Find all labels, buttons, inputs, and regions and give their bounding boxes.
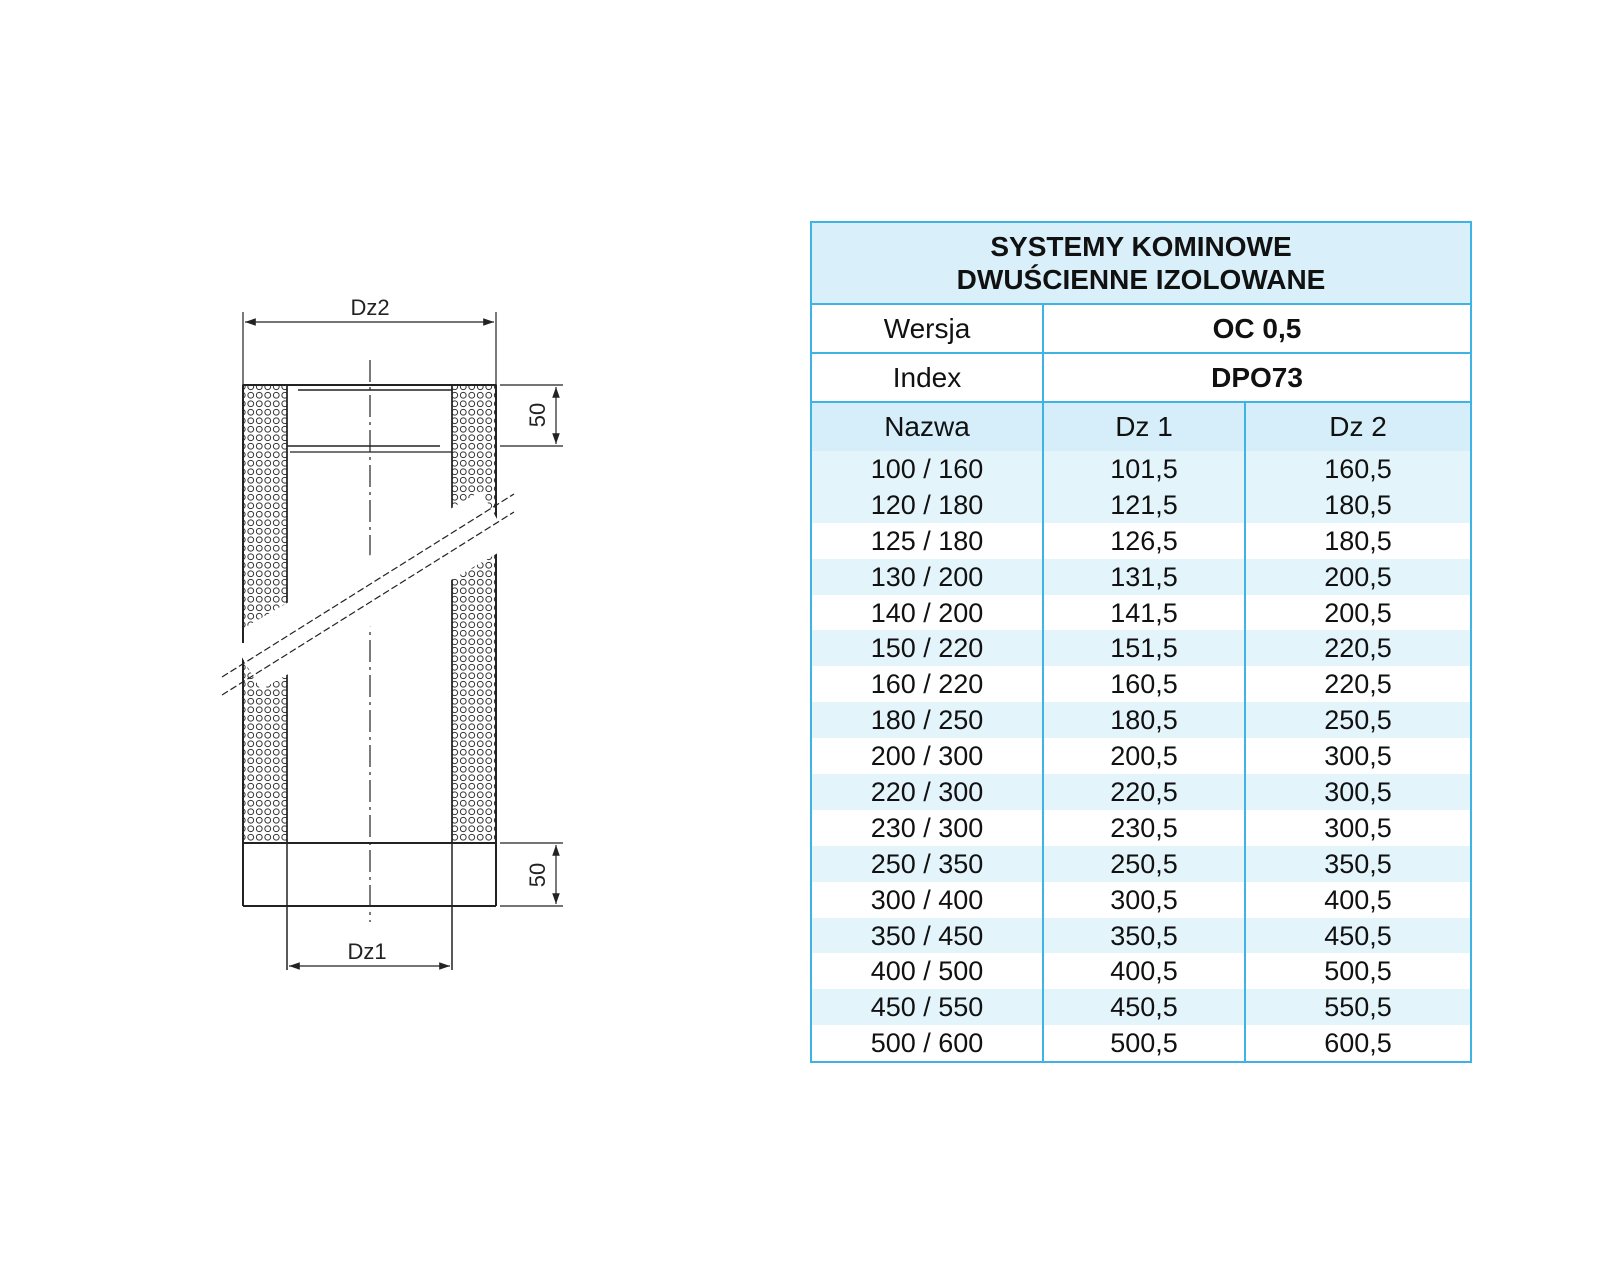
dimensions-table xyxy=(810,221,1472,1063)
cell-name: 150 / 220 xyxy=(811,630,1043,666)
dimension-socket-length xyxy=(500,385,563,446)
column-header-row xyxy=(811,402,1471,451)
dimension-dz1 xyxy=(289,939,450,966)
table-row xyxy=(811,451,1471,487)
table-row xyxy=(811,487,1471,523)
table-row xyxy=(811,953,1471,989)
table-row xyxy=(811,666,1471,702)
table-row xyxy=(811,989,1471,1025)
table-row xyxy=(811,810,1471,846)
table-row xyxy=(811,630,1471,666)
column-header-dz1: Dz 1 xyxy=(1043,402,1245,451)
cell-dz1: 450,5 xyxy=(1043,989,1245,1025)
cell-dz1: 101,5 xyxy=(1043,451,1245,487)
column-header-dz2: Dz 2 xyxy=(1245,402,1471,451)
cell-dz2: 500,5 xyxy=(1245,953,1471,989)
table-row xyxy=(811,846,1471,882)
table-row xyxy=(811,559,1471,595)
table-row xyxy=(811,774,1471,810)
cell-dz2: 350,5 xyxy=(1245,846,1471,882)
cell-dz2: 300,5 xyxy=(1245,774,1471,810)
cell-dz2: 220,5 xyxy=(1245,666,1471,702)
cell-name: 500 / 600 xyxy=(811,1025,1043,1062)
table-row xyxy=(811,1025,1471,1062)
cell-dz1: 151,5 xyxy=(1043,630,1245,666)
cell-name: 350 / 450 xyxy=(811,918,1043,954)
cell-dz2: 200,5 xyxy=(1245,559,1471,595)
cell-dz2: 400,5 xyxy=(1245,882,1471,918)
dim-label-bottom-50: 50 xyxy=(525,862,550,888)
cell-name: 450 / 550 xyxy=(811,989,1043,1025)
cell-name: 140 / 200 xyxy=(811,595,1043,631)
cell-name: 300 / 400 xyxy=(811,882,1043,918)
table-title-line-2: DWUŚCIENNE IZOLOWANE xyxy=(956,264,1326,295)
pipe-technical-drawing xyxy=(200,280,580,1000)
cell-dz2: 300,5 xyxy=(1245,810,1471,846)
index-value: DPO73 xyxy=(1043,353,1471,402)
cell-dz2: 600,5 xyxy=(1245,1025,1471,1062)
cell-name: 250 / 350 xyxy=(811,846,1043,882)
cell-dz2: 250,5 xyxy=(1245,702,1471,738)
cell-dz1: 160,5 xyxy=(1043,666,1245,702)
cell-name: 125 / 180 xyxy=(811,523,1043,559)
cell-dz1: 141,5 xyxy=(1043,595,1245,631)
version-row xyxy=(811,304,1471,353)
cell-dz1: 180,5 xyxy=(1043,702,1245,738)
dim-label-dz1: Dz1 xyxy=(347,939,387,964)
cell-name: 130 / 200 xyxy=(811,559,1043,595)
cell-dz2: 160,5 xyxy=(1245,451,1471,487)
table-title xyxy=(811,222,1471,304)
table-row xyxy=(811,702,1471,738)
cell-name: 230 / 300 xyxy=(811,810,1043,846)
cell-dz1: 230,5 xyxy=(1043,810,1245,846)
table-row xyxy=(811,738,1471,774)
cell-dz1: 121,5 xyxy=(1043,487,1245,523)
cell-dz1: 200,5 xyxy=(1043,738,1245,774)
cell-dz1: 220,5 xyxy=(1043,774,1245,810)
cell-dz1: 400,5 xyxy=(1043,953,1245,989)
cell-dz1: 350,5 xyxy=(1043,918,1245,954)
table-title-line-1: SYSTEMY KOMINOWE xyxy=(990,231,1292,262)
cell-dz2: 180,5 xyxy=(1245,487,1471,523)
cell-dz2: 200,5 xyxy=(1245,595,1471,631)
cell-name: 160 / 220 xyxy=(811,666,1043,702)
cell-dz1: 131,5 xyxy=(1043,559,1245,595)
cell-dz1: 300,5 xyxy=(1043,882,1245,918)
cell-name: 400 / 500 xyxy=(811,953,1043,989)
cell-dz2: 180,5 xyxy=(1245,523,1471,559)
cell-name: 100 / 160 xyxy=(811,451,1043,487)
index-label: Index xyxy=(811,353,1043,402)
cell-dz1: 500,5 xyxy=(1043,1025,1245,1062)
cell-name: 180 / 250 xyxy=(811,702,1043,738)
column-header-name: Nazwa xyxy=(811,402,1043,451)
table-title-row xyxy=(811,222,1471,304)
cell-dz2: 450,5 xyxy=(1245,918,1471,954)
cell-dz2: 550,5 xyxy=(1245,989,1471,1025)
table-row xyxy=(811,918,1471,954)
version-value: OC 0,5 xyxy=(1043,304,1471,353)
cell-dz2: 220,5 xyxy=(1245,630,1471,666)
table-row xyxy=(811,523,1471,559)
dim-label-top-50: 50 xyxy=(525,402,550,428)
cell-dz2: 300,5 xyxy=(1245,738,1471,774)
index-row xyxy=(811,353,1471,402)
table-row xyxy=(811,882,1471,918)
cell-name: 120 / 180 xyxy=(811,487,1043,523)
insulation-right xyxy=(452,385,496,843)
cell-name: 200 / 300 xyxy=(811,738,1043,774)
table-row xyxy=(811,595,1471,631)
pipe-body xyxy=(222,360,514,970)
cell-name: 220 / 300 xyxy=(811,774,1043,810)
version-label: Wersja xyxy=(811,304,1043,353)
cell-dz1: 126,5 xyxy=(1043,523,1245,559)
dimension-spigot-length xyxy=(500,843,563,906)
dim-label-dz2: Dz2 xyxy=(350,295,390,320)
cell-dz1: 250,5 xyxy=(1043,846,1245,882)
